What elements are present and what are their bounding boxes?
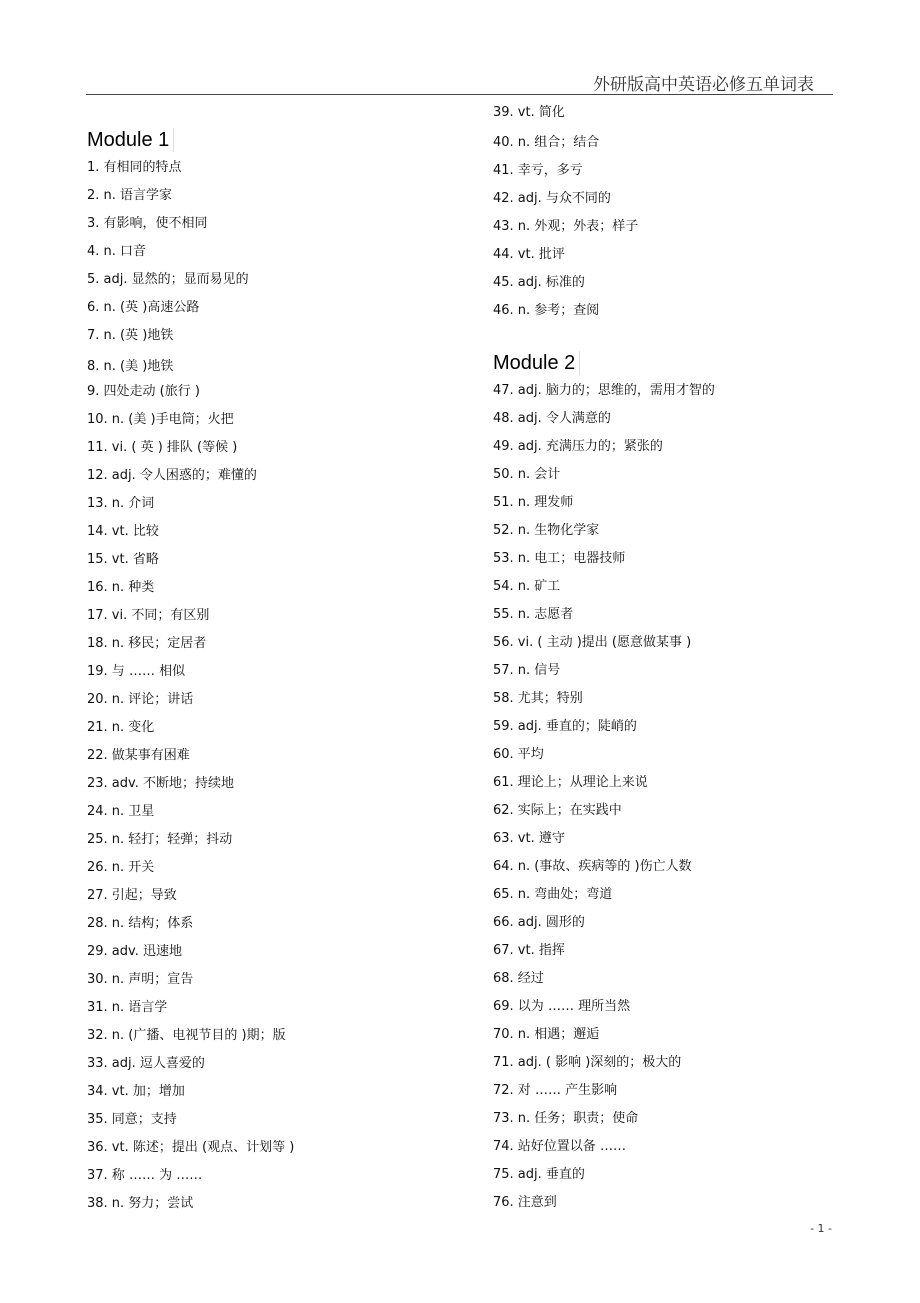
word-entry: 28. n. 结构；体系 bbox=[87, 916, 194, 931]
word-entry: 31. n. 语言学 bbox=[87, 1000, 168, 1015]
word-entry: 44. vt. 批评 bbox=[493, 247, 565, 262]
word-entry: 23. adv. 不断地；持续地 bbox=[87, 776, 234, 791]
word-entry: 55. n. 志愿者 bbox=[493, 607, 574, 622]
word-entry: 8. n. (美 )地铁 bbox=[87, 359, 174, 374]
word-entry: 65. n. 弯曲处；弯道 bbox=[493, 887, 613, 902]
word-entry: 76. 注意到 bbox=[493, 1195, 557, 1210]
word-entry: 72. 对 …… 产生影响 bbox=[493, 1083, 618, 1098]
word-entry: 34. vt. 加；增加 bbox=[87, 1084, 185, 1099]
word-entry: 58. 尤其；特别 bbox=[493, 691, 583, 706]
word-entry: 16. n. 种类 bbox=[87, 580, 155, 595]
word-entry: 57. n. 信号 bbox=[493, 663, 561, 678]
word-entry: 54. n. 矿工 bbox=[493, 579, 561, 594]
word-entry: 29. adv. 迅速地 bbox=[87, 944, 182, 959]
word-entry: 21. n. 变化 bbox=[87, 720, 155, 735]
word-entry: 51. n. 理发师 bbox=[493, 495, 574, 510]
word-entry: 60. 平均 bbox=[493, 747, 544, 762]
header-divider bbox=[86, 94, 833, 95]
module-1-heading: Module 1 bbox=[87, 128, 174, 152]
word-entry: 68. 经过 bbox=[493, 971, 544, 986]
page-number: - 1 - bbox=[810, 1222, 832, 1235]
word-entry: 27. 引起；导致 bbox=[87, 888, 177, 903]
word-entry: 9. 四处走动 (旅行 ) bbox=[87, 384, 200, 399]
word-entry: 22. 做某事有困难 bbox=[87, 748, 190, 763]
word-entry: 7. n. (英 )地铁 bbox=[87, 328, 174, 343]
word-entry: 41. 幸亏，多亏 bbox=[493, 163, 583, 178]
word-entry: 35. 同意；支持 bbox=[87, 1112, 177, 1127]
word-entry: 6. n. (英 )高速公路 bbox=[87, 300, 200, 315]
module-2-heading: Module 2 bbox=[493, 351, 580, 375]
word-entry: 12. adj. 令人困惑的；难懂的 bbox=[87, 468, 257, 483]
word-entry: 36. vt. 陈述；提出 (观点、计划等 ) bbox=[87, 1140, 295, 1155]
word-entry: 66. adj. 圆形的 bbox=[493, 915, 585, 930]
word-entry: 20. n. 评论；讲话 bbox=[87, 692, 194, 707]
word-entry: 74. 站好位置以备 …… bbox=[493, 1139, 626, 1154]
word-entry: 24. n. 卫星 bbox=[87, 804, 155, 819]
word-entry: 5. adj. 显然的；显而易见的 bbox=[87, 272, 249, 287]
word-entry: 18. n. 移民；定居者 bbox=[87, 636, 207, 651]
word-entry: 59. adj. 垂直的；陡峭的 bbox=[493, 719, 637, 734]
word-entry: 33. adj. 逗人喜爱的 bbox=[87, 1056, 205, 1071]
word-entry: 63. vt. 遵守 bbox=[493, 831, 565, 846]
word-entry: 53. n. 电工；电器技师 bbox=[493, 551, 626, 566]
word-entry: 62. 实际上；在实践中 bbox=[493, 803, 622, 818]
word-entry: 1. 有相同的特点 bbox=[87, 160, 182, 175]
word-entry: 64. n. (事故、疾病等的 )伤亡人数 bbox=[493, 859, 692, 874]
word-entry: 70. n. 相遇；邂逅 bbox=[493, 1027, 600, 1042]
word-entry: 25. n. 轻打；轻弹；抖动 bbox=[87, 832, 233, 847]
word-entry: 42. adj. 与众不同的 bbox=[493, 191, 611, 206]
word-entry: 69. 以为 …… 理所当然 bbox=[493, 999, 631, 1014]
word-entry: 11. vi. ( 英 ) 排队 (等候 ) bbox=[87, 440, 238, 455]
word-entry: 37. 称 …… 为 …… bbox=[87, 1168, 203, 1183]
word-entry: 38. n. 努力；尝试 bbox=[87, 1196, 194, 1211]
word-entry: 49. adj. 充满压力的；紧张的 bbox=[493, 439, 663, 454]
word-entry: 46. n. 参考；查阅 bbox=[493, 303, 600, 318]
word-entry: 26. n. 开关 bbox=[87, 860, 155, 875]
word-entry: 10. n. (美 )手电筒；火把 bbox=[87, 412, 234, 427]
word-entry: 19. 与 …… 相似 bbox=[87, 664, 186, 679]
word-entry: 30. n. 声明；宣告 bbox=[87, 972, 194, 987]
word-entry: 32. n. (广播、电视节目的 )期；版 bbox=[87, 1028, 286, 1043]
word-entry: 15. vt. 省略 bbox=[87, 552, 159, 567]
word-entry: 61. 理论上；从理论上来说 bbox=[493, 775, 648, 790]
word-entry: 47. adj. 脑力的；思维的，需用才智的 bbox=[493, 383, 715, 398]
word-entry: 75. adj. 垂直的 bbox=[493, 1167, 585, 1182]
word-entry: 2. n. 语言学家 bbox=[87, 188, 173, 203]
word-entry: 48. adj. 令人满意的 bbox=[493, 411, 611, 426]
word-entry: 56. vi. ( 主动 )提出 (愿意做某事 ) bbox=[493, 635, 692, 650]
word-entry: 17. vi. 不同；有区别 bbox=[87, 608, 210, 623]
word-entry: 43. n. 外观；外表；样子 bbox=[493, 219, 639, 234]
word-entry: 4. n. 口音 bbox=[87, 244, 147, 259]
word-entry: 40. n. 组合；结合 bbox=[493, 135, 600, 150]
word-entry: 3. 有影响，使不相同 bbox=[87, 216, 208, 231]
word-entry: 45. adj. 标准的 bbox=[493, 275, 585, 290]
word-entry: 52. n. 生物化学家 bbox=[493, 523, 600, 538]
word-entry: 73. n. 任务；职责；使命 bbox=[493, 1111, 639, 1126]
word-entry: 14. vt. 比较 bbox=[87, 524, 159, 539]
word-entry: 50. n. 会计 bbox=[493, 467, 561, 482]
document-title: 外研版高中英语必修五单词表 bbox=[593, 75, 814, 95]
word-entry: 39. vt. 简化 bbox=[493, 105, 565, 120]
word-entry: 13. n. 介词 bbox=[87, 496, 155, 511]
word-entry: 67. vt. 指挥 bbox=[493, 943, 565, 958]
word-entry: 71. adj. ( 影响 )深刻的；极大的 bbox=[493, 1055, 682, 1070]
